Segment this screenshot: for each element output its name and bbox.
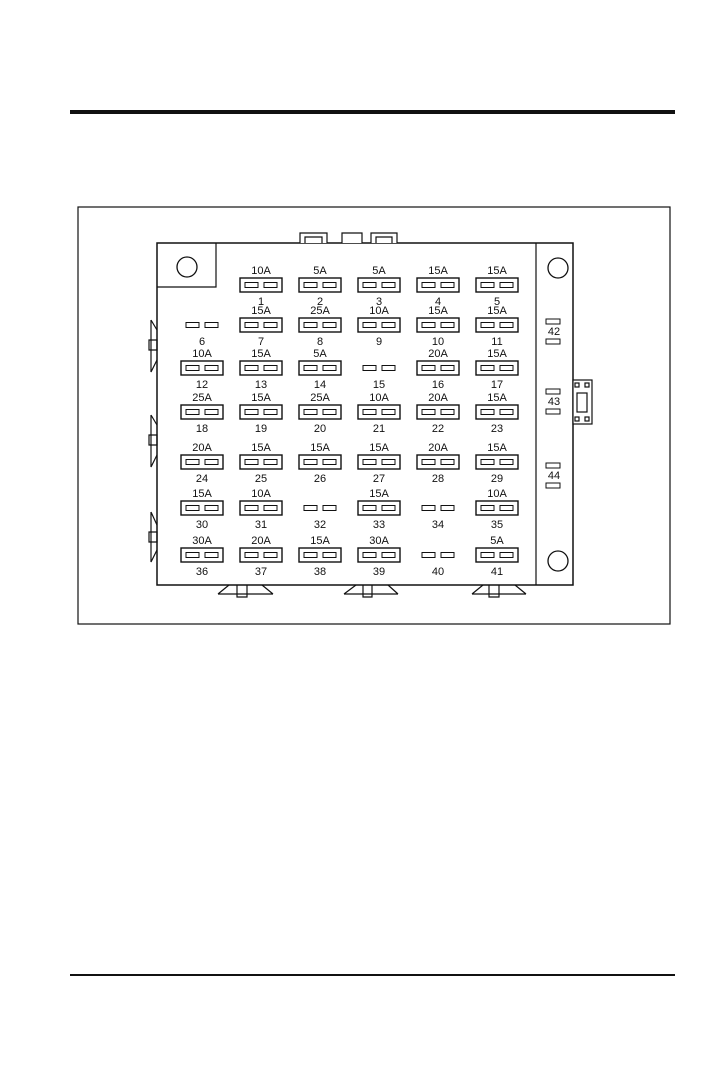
fuse-number: 29 bbox=[490, 473, 504, 485]
bottom-clips bbox=[218, 585, 526, 597]
empty-slot-right bbox=[441, 553, 454, 558]
fuse-amperage: 20A bbox=[428, 442, 448, 454]
fuse-number: 39 bbox=[372, 566, 386, 578]
relay-pin-bottom bbox=[546, 339, 560, 344]
relay-pin-bottom bbox=[546, 483, 560, 488]
fuse-amperage: 15A bbox=[487, 442, 507, 454]
fuse-blade-left bbox=[245, 366, 258, 371]
fuse-number: 34 bbox=[431, 519, 445, 531]
relay-pin-bottom bbox=[546, 409, 560, 414]
fuse-blade-left bbox=[186, 553, 199, 558]
fuse-amperage: 20A bbox=[428, 348, 448, 360]
fuse-blade-left bbox=[481, 323, 494, 328]
fuse-number: 10 bbox=[431, 336, 445, 348]
fuse-amperage: 15A bbox=[310, 442, 330, 454]
relay-42 bbox=[546, 319, 560, 344]
fuse-amperage: 20A bbox=[192, 442, 212, 454]
relay-pin-top bbox=[546, 389, 560, 394]
fuse-number: 4 bbox=[434, 296, 442, 308]
fuse-blade-left bbox=[481, 460, 494, 465]
fuse-amperage: 30A bbox=[369, 535, 389, 547]
fuse-amperage: 15A bbox=[369, 442, 389, 454]
fuse-amperage: 15A bbox=[428, 305, 448, 317]
fuse-blade-right bbox=[441, 410, 454, 415]
fuse-amperage: 15A bbox=[251, 442, 271, 454]
fuse-blade-right bbox=[382, 323, 395, 328]
fuse-number: 41 bbox=[490, 566, 504, 578]
fuse-number: 9 bbox=[375, 336, 383, 348]
empty-slot-left bbox=[422, 506, 435, 511]
relay-43 bbox=[546, 389, 560, 414]
fuse-blade-right bbox=[323, 323, 336, 328]
fuse-blade-left bbox=[363, 553, 376, 558]
fuse-blade-left bbox=[186, 506, 199, 511]
relay-number: 42 bbox=[547, 326, 561, 338]
fuse-blade-right bbox=[264, 410, 277, 415]
fuse-number: 16 bbox=[431, 379, 445, 391]
fuse-amperage: 15A bbox=[369, 488, 389, 500]
fuse-blade-right bbox=[205, 506, 218, 511]
fuse-number: 8 bbox=[316, 336, 324, 348]
empty-slot-right bbox=[323, 506, 336, 511]
fuse-blade-left bbox=[245, 323, 258, 328]
fuse-blade-left bbox=[304, 460, 317, 465]
fuse-amperage: 15A bbox=[487, 265, 507, 277]
fuse-blade-left bbox=[363, 410, 376, 415]
fuse-blade-left bbox=[481, 506, 494, 511]
fuse-number: 15 bbox=[372, 379, 386, 391]
fuse-blade-right bbox=[264, 553, 277, 558]
fuse-number: 13 bbox=[254, 379, 268, 391]
fuse-amperage: 25A bbox=[310, 392, 330, 404]
fuse-blade-right bbox=[205, 553, 218, 558]
fuse-number: 20 bbox=[313, 423, 327, 435]
fuse-amperage: 10A bbox=[369, 305, 389, 317]
fuse-blade-right bbox=[264, 366, 277, 371]
fuse-amperage: 15A bbox=[487, 392, 507, 404]
fuse-blade-right bbox=[264, 506, 277, 511]
fuse-blade-left bbox=[481, 366, 494, 371]
fuse-number: 36 bbox=[195, 566, 209, 578]
empty-slot-right bbox=[382, 366, 395, 371]
fuse-number: 38 bbox=[313, 566, 327, 578]
relay-pin-top bbox=[546, 319, 560, 324]
fuse-blade-right bbox=[500, 460, 513, 465]
fuse-number: 37 bbox=[254, 566, 268, 578]
fuse-amperage: 15A bbox=[251, 392, 271, 404]
fuse-blade-left bbox=[422, 460, 435, 465]
fuse-blade-left bbox=[481, 553, 494, 558]
fuse-blade-left bbox=[304, 323, 317, 328]
fuse-blade-right bbox=[323, 460, 336, 465]
empty-slot-right bbox=[205, 323, 218, 328]
fuse-blade-right bbox=[264, 323, 277, 328]
fuse-number: 21 bbox=[372, 423, 386, 435]
fuse-amperage: 10A bbox=[251, 488, 271, 500]
fuse-blade-left bbox=[304, 366, 317, 371]
fuse-number: 18 bbox=[195, 423, 209, 435]
fuse-blade-left bbox=[186, 366, 199, 371]
fuse-number: 25 bbox=[254, 473, 268, 485]
fuse-number: 35 bbox=[490, 519, 504, 531]
fuse-blade-right bbox=[500, 506, 513, 511]
fuse-amperage: 5A bbox=[313, 348, 327, 360]
fuse-blade-right bbox=[500, 283, 513, 288]
fuse-amperage: 15A bbox=[428, 265, 448, 277]
fuse-number: 19 bbox=[254, 423, 268, 435]
fuse-number: 6 bbox=[198, 336, 206, 348]
empty-slot-left bbox=[422, 553, 435, 558]
fuse-blade-right bbox=[264, 283, 277, 288]
fuse-amperage: 15A bbox=[310, 535, 330, 547]
fuse-blade-right bbox=[441, 366, 454, 371]
fuse-amperage: 10A bbox=[192, 348, 212, 360]
fuse-number: 22 bbox=[431, 423, 445, 435]
empty-slot-left bbox=[304, 506, 317, 511]
fuse-number: 12 bbox=[195, 379, 209, 391]
fuse-number: 33 bbox=[372, 519, 386, 531]
fuse-number: 26 bbox=[313, 473, 327, 485]
fuse-blade-right bbox=[264, 460, 277, 465]
fuse-number: 3 bbox=[375, 296, 383, 308]
fuse-blade-right bbox=[205, 410, 218, 415]
fuse-blade-right bbox=[382, 410, 395, 415]
fuse-blade-left bbox=[186, 410, 199, 415]
fuse-blade-left bbox=[422, 410, 435, 415]
fuse-number: 31 bbox=[254, 519, 268, 531]
fuse-blade-left bbox=[245, 460, 258, 465]
fuse-blade-right bbox=[382, 553, 395, 558]
fuse-blade-left bbox=[363, 506, 376, 511]
fuse-blade-left bbox=[245, 410, 258, 415]
fuse-blade-right bbox=[205, 460, 218, 465]
fuse-amperage: 10A bbox=[251, 265, 271, 277]
fuse-number: 5 bbox=[493, 296, 501, 308]
fuse-number: 23 bbox=[490, 423, 504, 435]
fuse-blade-right bbox=[500, 323, 513, 328]
fuse-number: 7 bbox=[257, 336, 265, 348]
relay-44 bbox=[546, 463, 560, 488]
fuse-amperage: 5A bbox=[313, 265, 327, 277]
fuse-number: 11 bbox=[491, 336, 503, 348]
fuse-blade-left bbox=[245, 283, 258, 288]
fuse-number: 30 bbox=[195, 519, 209, 531]
fuse-blade-right bbox=[323, 283, 336, 288]
fuse-amperage: 5A bbox=[372, 265, 386, 277]
relay-column bbox=[546, 319, 560, 488]
fuse-amperage: 20A bbox=[251, 535, 271, 547]
fuse-number: 17 bbox=[490, 379, 504, 391]
fuse-blade-right bbox=[500, 366, 513, 371]
fuse-amperage: 5A bbox=[490, 535, 504, 547]
fuse-blade-left bbox=[245, 506, 258, 511]
fuse-number: 24 bbox=[195, 473, 209, 485]
fuse-blade-right bbox=[441, 460, 454, 465]
fuse-blade-left bbox=[481, 283, 494, 288]
empty-slot-left bbox=[363, 366, 376, 371]
fuse-blade-left bbox=[422, 323, 435, 328]
empty-slot-right bbox=[441, 506, 454, 511]
fuse-blade-left bbox=[186, 460, 199, 465]
fuse-amperage: 30A bbox=[192, 535, 212, 547]
fuse-blade-right bbox=[382, 283, 395, 288]
fuse-blade-right bbox=[323, 410, 336, 415]
relay-pin-top bbox=[546, 463, 560, 468]
relay-number: 44 bbox=[547, 470, 561, 482]
fuse-number: 1 bbox=[257, 296, 265, 308]
fuse-amperage: 25A bbox=[192, 392, 212, 404]
fuse-blade-left bbox=[304, 553, 317, 558]
fuse-number: 28 bbox=[431, 473, 445, 485]
fuse-amperage: 10A bbox=[369, 392, 389, 404]
fuse-number: 2 bbox=[316, 296, 324, 308]
left-side-clips bbox=[149, 320, 157, 562]
fuse-number: 27 bbox=[372, 473, 386, 485]
fuse-number: 32 bbox=[313, 519, 327, 531]
fuse-blade-left bbox=[245, 553, 258, 558]
fuse-amperage: 15A bbox=[487, 348, 507, 360]
fuse-blade-right bbox=[500, 410, 513, 415]
fuse-blade-right bbox=[323, 366, 336, 371]
fuse-amperage: 25A bbox=[310, 305, 330, 317]
fuse-blade-left bbox=[363, 283, 376, 288]
fuse-amperage: 15A bbox=[251, 348, 271, 360]
fuse-blade-left bbox=[363, 460, 376, 465]
fuse-blade-left bbox=[422, 283, 435, 288]
fuse-blade-right bbox=[382, 506, 395, 511]
top-connector-tabs bbox=[300, 233, 397, 243]
fuse-blade-right bbox=[441, 283, 454, 288]
fuse-amperage: 15A bbox=[251, 305, 271, 317]
fuse-number: 14 bbox=[313, 379, 327, 391]
fuse-blade-left bbox=[304, 283, 317, 288]
fuse-amperage: 15A bbox=[192, 488, 212, 500]
fuse-blade-right bbox=[205, 366, 218, 371]
empty-slot-left bbox=[186, 323, 199, 328]
fuse-blade-left bbox=[481, 410, 494, 415]
fuse-amperage: 15A bbox=[487, 305, 507, 317]
fuse-blade-right bbox=[382, 460, 395, 465]
fuse-blade-right bbox=[441, 323, 454, 328]
fuse-amperage: 10A bbox=[487, 488, 507, 500]
relay-number: 43 bbox=[547, 396, 561, 408]
fuse-blade-left bbox=[422, 366, 435, 371]
fuse-blade-right bbox=[323, 553, 336, 558]
fuse-number: 40 bbox=[431, 566, 445, 578]
fuse-blade-left bbox=[363, 323, 376, 328]
fuse-blade-left bbox=[304, 410, 317, 415]
fuse-blade-right bbox=[500, 553, 513, 558]
fuse-amperage: 20A bbox=[428, 392, 448, 404]
right-side-connector bbox=[573, 380, 592, 424]
